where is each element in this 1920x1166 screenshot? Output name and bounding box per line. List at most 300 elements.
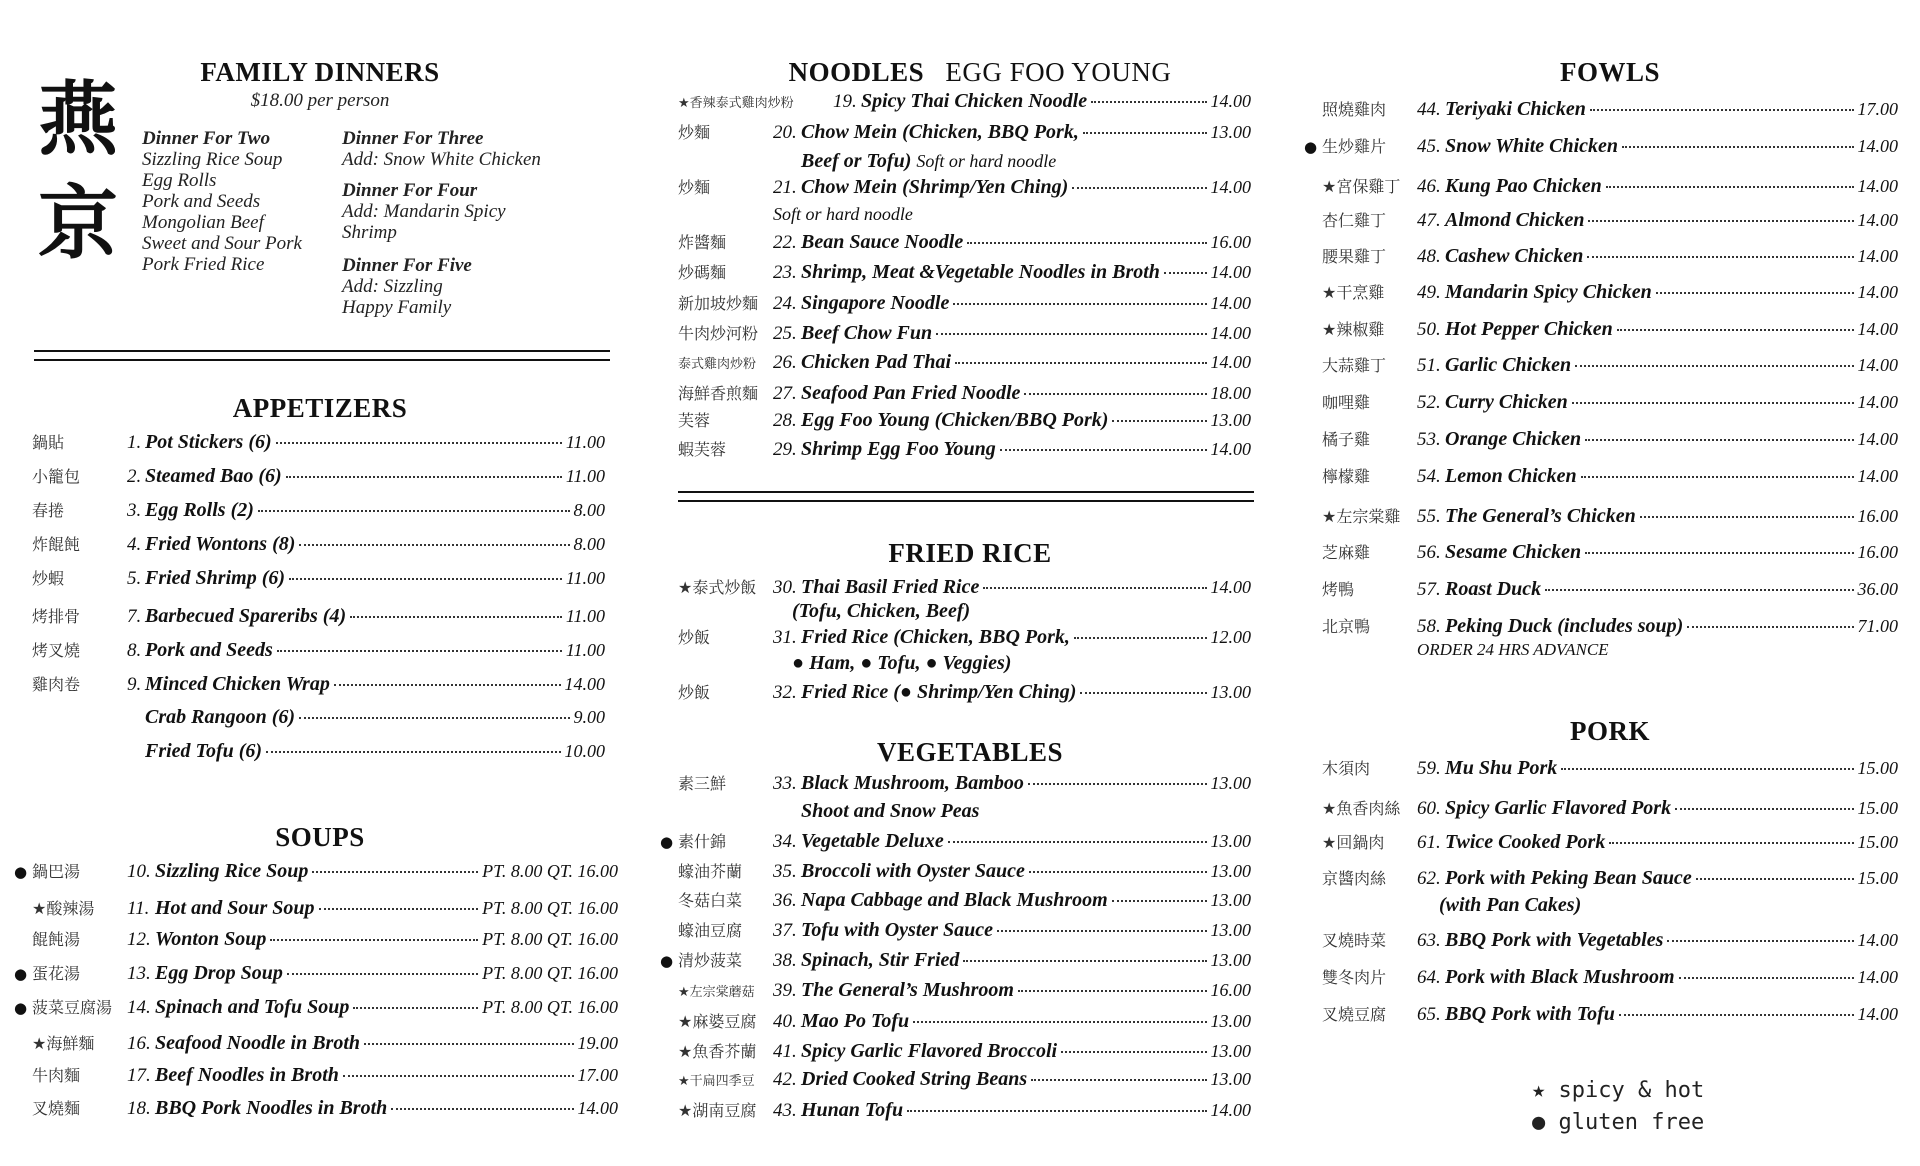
menu-item: [1322, 1002, 1898, 1032]
chinese-name: 蝦芙蓉: [678, 440, 727, 459]
item-number: 50.: [1417, 319, 1441, 340]
item-name: Almond Chicken: [1445, 209, 1585, 231]
dot-leader: [963, 960, 1206, 962]
item-number: 60.: [1417, 798, 1441, 819]
item-number: 59.: [1417, 758, 1441, 779]
item-number: 7.: [127, 606, 142, 627]
item-number: 64.: [1417, 967, 1441, 988]
menu-item: [14, 927, 618, 957]
family-line: Sizzling Rice Soup: [142, 149, 283, 170]
item-name: Chow Mein (Shrimp/Yen Ching): [801, 176, 1069, 198]
chinese-name: ★干扁四季豆: [678, 1074, 755, 1089]
item-number: 17.: [127, 1065, 151, 1086]
menu-item: [32, 638, 605, 668]
item-name: Beef Noodles in Broth: [155, 1064, 339, 1086]
dot-leader: [1061, 1051, 1206, 1053]
item-number: 49.: [1417, 282, 1441, 303]
dot-leader: [353, 1007, 478, 1009]
dot-leader: [1000, 449, 1207, 451]
item-number: 48.: [1417, 246, 1441, 267]
dot-leader: [907, 1110, 1206, 1112]
item-name: Twice Cooked Pork: [1445, 831, 1606, 853]
dot-leader: [270, 939, 478, 941]
item-number: 57.: [1417, 579, 1441, 600]
item-price: 13.00: [1210, 920, 1251, 940]
item-name: The General’s Mushroom: [801, 979, 1014, 1001]
menu-item: [14, 1031, 618, 1061]
item-name: Steamed Bao (6): [145, 465, 282, 487]
menu-item: [660, 888, 1251, 918]
chinese-name: 大蒜雞丁: [1322, 356, 1387, 375]
menu-item: [32, 532, 605, 562]
menu-item: [1304, 504, 1898, 534]
item-number: 56.: [1417, 542, 1441, 563]
dot-leader: [286, 476, 562, 478]
item-name: Singapore Noodle: [801, 292, 950, 314]
cont-bold: Shoot and Snow Peas: [801, 800, 980, 822]
family-line: Happy Family: [342, 297, 452, 318]
item-name: Chow Mein (Chicken, BBQ Pork,: [801, 121, 1079, 143]
item-price: 14.00: [1857, 282, 1898, 302]
chinese-name: 蠔油豆腐: [678, 921, 743, 940]
legend-gluten-free: ● gluten free: [1532, 1110, 1705, 1135]
gluten-free-dot: ●: [1304, 138, 1318, 156]
item-price: 13.00: [1210, 1069, 1251, 1089]
item-name: Bean Sauce Noodle: [801, 231, 964, 253]
item-name: Thai Basil Fried Rice: [801, 576, 980, 598]
chinese-name: 叉燒時菜: [1322, 931, 1387, 950]
dot-leader: [1606, 186, 1854, 188]
item-price: 14.00: [1857, 319, 1898, 339]
dot-leader: [1667, 940, 1853, 942]
item-name: Teriyaki Chicken: [1445, 98, 1586, 120]
menu-item: [14, 1063, 618, 1093]
dot-leader: [1585, 552, 1853, 554]
item-price: 13.00: [1210, 1011, 1251, 1031]
item-name: Egg Rolls (2): [145, 499, 254, 521]
menu-item: [32, 706, 605, 736]
item-name: Hot and Sour Soup: [155, 897, 315, 919]
item-price: 15.00: [1857, 758, 1898, 778]
item-name: Shrimp Egg Foo Young: [801, 438, 996, 460]
item-price: 17.00: [577, 1065, 618, 1085]
dot-leader: [299, 544, 569, 546]
item-name: Seafood Noodle in Broth: [155, 1032, 361, 1054]
menu-item: [1304, 577, 1898, 607]
menu-item: [678, 175, 1251, 205]
item-number: 12.: [127, 929, 151, 950]
item-number: 46.: [1417, 176, 1441, 197]
item-name: Vegetable Deluxe: [801, 830, 944, 852]
item-number: 1.: [127, 432, 142, 453]
item-name: Egg Foo Young (Chicken/BBQ Pork): [801, 409, 1109, 431]
item-number: 4.: [127, 534, 142, 555]
dot-leader: [1588, 220, 1853, 222]
item-price: 16.00: [1210, 232, 1251, 252]
chinese-name: ★宮保雞丁: [1322, 177, 1401, 196]
menu-item: [14, 961, 618, 991]
chinese-name: 冬菇白菜: [678, 891, 743, 910]
dot-leader: [1687, 626, 1853, 628]
item-number: 34.: [773, 831, 797, 852]
item-price: 16.00: [1210, 980, 1251, 1000]
dot-leader: [1112, 420, 1206, 422]
dot-leader: [289, 578, 562, 580]
chinese-name: 小籠包: [32, 467, 81, 486]
chinese-name: 叉燒麵: [32, 1099, 81, 1118]
chinese-name: 炒碼麵: [678, 263, 727, 282]
item-price: 36.00: [1857, 579, 1898, 599]
item-name: BBQ Pork with Vegetables: [1445, 929, 1664, 951]
item-number: 40.: [773, 1011, 797, 1032]
item-price: 13.00: [1210, 773, 1251, 793]
chinese-name: 北京鴨: [1322, 617, 1371, 636]
legend-spicy: ★ spicy & hot: [1532, 1078, 1705, 1103]
menu-item: [678, 680, 1251, 710]
dot-leader: [350, 616, 562, 618]
item-name: Pork with Peking Bean Sauce: [1445, 867, 1692, 889]
menu-item: [1304, 244, 1898, 274]
menu-item: [660, 1039, 1251, 1069]
item-number: 21.: [773, 177, 797, 198]
item-name: BBQ Pork with Tofu: [1445, 1003, 1615, 1025]
item-price: 13.00: [1210, 861, 1251, 881]
item-price: 11.00: [565, 466, 605, 486]
dot-leader: [1031, 1079, 1206, 1081]
item-number: 39.: [773, 980, 797, 1001]
item-price: 14.00: [1210, 262, 1251, 282]
dot-leader: [277, 650, 562, 652]
dot-leader: [1091, 101, 1206, 103]
item-number: 10.: [127, 861, 151, 882]
egg-foo-young-title: EGG FOO YOUNG: [945, 57, 1172, 87]
divider: [34, 359, 610, 361]
chinese-name: 春捲: [32, 501, 65, 520]
divider: [678, 491, 1254, 493]
chinese-name: 炒飯: [678, 683, 711, 702]
chinese-name: 菠菜豆腐湯: [32, 998, 113, 1017]
item-price: 14.00: [1210, 439, 1251, 459]
family-line: Pork Fried Rice: [142, 254, 265, 275]
item-price: 14.00: [1210, 91, 1251, 111]
menu-item: [1304, 208, 1898, 238]
dot-leader: [1024, 393, 1206, 395]
item-price: 14.00: [1857, 967, 1898, 987]
item-price: 13.00: [1210, 410, 1251, 430]
menu-item: [1304, 427, 1898, 457]
menu-item: [14, 859, 618, 889]
menu-item: [678, 381, 1251, 411]
item-name: Napa Cabbage and Black Mushroom: [801, 889, 1108, 911]
item-number: 26.: [773, 352, 797, 373]
item-number: 45.: [1417, 136, 1441, 157]
cont-bold: ● Ham, ● Tofu, ● Veggies): [792, 652, 1012, 674]
chinese-name: 京醬肉絲: [1322, 869, 1387, 888]
item-price: PT. 8.00 QT. 16.00: [482, 997, 618, 1017]
dot-leader: [953, 303, 1206, 305]
item-price: 14.00: [1210, 1100, 1251, 1120]
family-line: Egg Rolls: [142, 170, 217, 191]
item-price: 11.00: [565, 568, 605, 588]
chinese-name: 叉燒豆腐: [1322, 1005, 1387, 1024]
dinner-for-four: Dinner For Four: [342, 180, 478, 201]
item-name: Hot Pepper Chicken: [1445, 318, 1613, 340]
item-name: Tofu with Oyster Sauce: [801, 919, 994, 941]
item-price: 14.00: [1210, 293, 1251, 313]
menu-item: [1304, 464, 1898, 494]
dot-leader: [1675, 808, 1853, 810]
item-number: 54.: [1417, 466, 1441, 487]
item-number: 27.: [773, 383, 797, 404]
item-price: 14.00: [1857, 392, 1898, 412]
chinese-name: 烤排骨: [32, 607, 81, 626]
item-name: Spicy Garlic Flavored Pork: [1445, 797, 1672, 819]
item-number: 24.: [773, 293, 797, 314]
item-name: Wonton Soup: [155, 928, 267, 950]
dot-leader: [1074, 637, 1207, 639]
family-line: Add: Snow White Chicken: [342, 149, 541, 170]
item-number: 58.: [1417, 616, 1441, 637]
dot-leader: [1619, 1014, 1854, 1016]
chinese-name: ★海鮮麵: [32, 1034, 95, 1053]
item-price: 14.00: [1857, 1004, 1898, 1024]
family-line: Pork and Seeds: [142, 191, 261, 212]
item-price: PT. 8.00 QT. 16.00: [482, 898, 618, 918]
dot-leader: [1622, 146, 1853, 148]
chinese-name: 新加坡炒麵: [678, 294, 759, 313]
item-number: 65.: [1417, 1004, 1441, 1025]
dot-leader: [948, 841, 1207, 843]
chinese-name: 芝麻雞: [1322, 543, 1371, 562]
menu-item: [32, 498, 605, 528]
item-name: Garlic Chicken: [1445, 354, 1572, 376]
item-name: Spicy Thai Chicken Noodle: [861, 90, 1088, 112]
item-price: 14.00: [1857, 246, 1898, 266]
dot-leader: [983, 587, 1206, 589]
item-name: Fried Rice (Chicken, BBQ Pork,: [801, 626, 1070, 648]
cont-bold: (Tofu, Chicken, Beef): [792, 600, 971, 622]
menu-item: [660, 829, 1251, 859]
item-name: Pork and Seeds: [145, 639, 273, 661]
item-price: 19.00: [577, 1033, 618, 1053]
dot-leader: [1545, 589, 1853, 591]
item-name: Black Mushroom, Bamboo: [801, 772, 1024, 794]
chinese-name: ★辣椒雞: [1322, 320, 1385, 339]
item-continuation: [792, 600, 970, 623]
chinese-name: 照燒雞肉: [1322, 100, 1387, 119]
item-price: 13.00: [1210, 122, 1251, 142]
menu-item: [1304, 280, 1898, 310]
menu-item: [678, 120, 1251, 150]
dot-leader: [1590, 109, 1854, 111]
item-number: 62.: [1417, 868, 1441, 889]
item-price: 13.00: [1210, 950, 1251, 970]
menu-item: [660, 918, 1251, 948]
item-price: 13.00: [1210, 1041, 1251, 1061]
item-price: 14.00: [1857, 176, 1898, 196]
menu-item: [660, 1068, 1251, 1098]
item-name: Crab Rangoon (6): [145, 706, 296, 728]
item-number: 32.: [773, 682, 797, 703]
chinese-name: 咖哩雞: [1322, 393, 1371, 412]
menu-item: [1322, 965, 1898, 995]
chinese-name: 腰果雞丁: [1322, 247, 1387, 266]
item-price: 71.00: [1857, 616, 1898, 636]
item-name: Roast Duck: [1445, 578, 1542, 600]
menu-item: [1304, 353, 1898, 383]
chinese-name: 鍋貼: [32, 433, 65, 452]
item-number: 44.: [1417, 99, 1441, 120]
chinese-name: 芙蓉: [678, 411, 711, 430]
item-number: 8.: [127, 640, 142, 661]
item-name: Peking Duck (includes soup): [1445, 615, 1684, 637]
chinese-name: 烤叉燒: [32, 641, 81, 660]
dot-leader: [391, 1108, 573, 1110]
dot-leader: [955, 362, 1206, 364]
logo-char-yan: 燕: [38, 73, 118, 166]
dot-leader: [1018, 990, 1207, 992]
chinese-name: ★酸辣湯: [32, 899, 95, 918]
dot-leader: [997, 930, 1206, 932]
chinese-name: ★左宗棠蘑菇: [678, 985, 755, 1000]
chinese-name: 炒蝦: [32, 569, 65, 588]
chinese-name: 杏仁雞丁: [1322, 211, 1387, 230]
chinese-name: 蠔油芥蘭: [678, 862, 743, 881]
item-number: 30.: [773, 577, 797, 598]
dot-leader: [936, 333, 1206, 335]
item-name: Sizzling Rice Soup: [155, 860, 309, 882]
chinese-name: 烤鴨: [1322, 580, 1355, 599]
item-name: Spinach and Tofu Soup: [155, 996, 350, 1018]
item-continuation: [792, 652, 1011, 675]
gluten-free-dot: ●: [14, 999, 28, 1017]
item-price: 16.00: [1857, 506, 1898, 526]
item-number: 5.: [127, 568, 142, 589]
menu-item: [1322, 928, 1898, 958]
menu-item: [32, 566, 605, 596]
item-number: 23.: [773, 262, 797, 283]
family-dinners-price: $18.00 per person: [250, 90, 390, 111]
item-number: 36.: [773, 890, 797, 911]
menu-item: [1322, 830, 1898, 860]
item-name: Spicy Garlic Flavored Broccoli: [801, 1040, 1058, 1062]
item-number: 43.: [773, 1100, 797, 1121]
chinese-name: ★魚香肉絲: [1322, 799, 1401, 818]
dot-leader: [1112, 900, 1207, 902]
fowls-title: FOWLS: [1559, 57, 1661, 87]
item-price: 14.00: [1210, 177, 1251, 197]
dot-leader: [967, 242, 1206, 244]
item-name: Beef Chow Fun: [801, 322, 933, 344]
item-price: 14.00: [1210, 323, 1251, 343]
item-name: Pork with Black Mushroom: [1445, 966, 1675, 988]
item-name: Broccoli with Oyster Sauce: [801, 860, 1025, 882]
chinese-name: 橘子雞: [1322, 430, 1371, 449]
chinese-name: 雙冬肉片: [1322, 968, 1387, 987]
menu-item: [14, 1096, 618, 1126]
menu-item: [660, 771, 1251, 801]
chinese-name: 海鮮香煎麵: [678, 384, 759, 403]
item-name: Chicken Pad Thai: [801, 351, 952, 373]
item-price: 8.00: [573, 534, 605, 554]
chinese-name: ★香辣泰式雞肉炒粉: [678, 96, 794, 111]
dot-leader: [343, 1075, 574, 1077]
menu-item: [1304, 134, 1898, 164]
menu-item: [1304, 540, 1898, 570]
family-line: Mongolian Beef: [142, 212, 264, 233]
item-name: Mao Po Tofu: [801, 1010, 910, 1032]
dot-leader: [258, 510, 570, 512]
family-line: Shrimp: [342, 222, 397, 243]
item-number: 38.: [773, 950, 797, 971]
dot-leader: [913, 1021, 1206, 1023]
chinese-name: 炒麵: [678, 123, 711, 142]
item-name: Snow White Chicken: [1445, 135, 1619, 157]
item-name: Pot Stickers (6): [145, 431, 272, 453]
chinese-name: ★干烹雞: [1322, 283, 1385, 302]
dot-leader: [364, 1043, 573, 1045]
item-number: 35.: [773, 861, 797, 882]
chinese-name: 泰式雞肉炒粉: [678, 357, 757, 372]
item-name: Kung Pao Chicken: [1445, 175, 1602, 197]
item-continuation: [801, 800, 979, 823]
dot-leader: [1561, 768, 1853, 770]
item-price: 13.00: [1210, 831, 1251, 851]
chinese-name: 清炒菠菜: [678, 951, 743, 970]
cont-bold: Beef or Tofu): [801, 150, 912, 172]
menu-item: [1322, 866, 1898, 896]
chinese-name: 雞肉卷: [32, 675, 81, 694]
item-number: 41.: [773, 1041, 797, 1062]
item-number: 63.: [1417, 930, 1441, 951]
chinese-name: 素什錦: [678, 832, 727, 851]
menu-item: [660, 859, 1251, 889]
menu-item: [32, 464, 605, 494]
peking-duck-note: ORDER 24 HRS ADVANCE: [1417, 640, 1609, 659]
item-number: 25.: [773, 323, 797, 344]
item-name: BBQ Pork Noodles in Broth: [155, 1097, 388, 1119]
item-name: Egg Drop Soup: [155, 962, 283, 984]
item-number: 28.: [773, 410, 797, 431]
chinese-name: 餛飩湯: [32, 930, 81, 949]
item-price: 13.00: [1210, 890, 1251, 910]
item-price: 14.00: [1857, 355, 1898, 375]
menu-item: [678, 437, 1251, 467]
dinner-for-five: Dinner For Five: [342, 255, 472, 276]
menu-item: [660, 1009, 1251, 1039]
dot-leader: [1696, 878, 1854, 880]
item-price: 16.00: [1857, 542, 1898, 562]
item-name: Fried Shrimp (6): [145, 567, 286, 589]
menu-item: [1304, 317, 1898, 347]
item-number: 53.: [1417, 429, 1441, 450]
item-number: 22.: [773, 232, 797, 253]
item-price: 14.00: [564, 674, 605, 694]
item-name: Shrimp, Meat &Vegetable Noodles in Broth: [801, 261, 1160, 283]
chinese-name: 炸醬麵: [678, 233, 727, 252]
item-number: 9.: [127, 674, 142, 695]
pork-title: PORK: [1570, 716, 1650, 746]
chinese-name: 素三鮮: [678, 774, 727, 793]
item-name: Mandarin Spicy Chicken: [1445, 281, 1652, 303]
chinese-name: 牛肉炒河粉: [678, 324, 759, 343]
dot-leader: [1028, 783, 1207, 785]
item-name: The General’s Chicken: [1445, 505, 1636, 527]
menu-item: [660, 948, 1251, 978]
menu-item: [678, 351, 1251, 381]
item-price: 14.00: [1857, 429, 1898, 449]
item-name: Cashew Chicken: [1445, 245, 1584, 267]
